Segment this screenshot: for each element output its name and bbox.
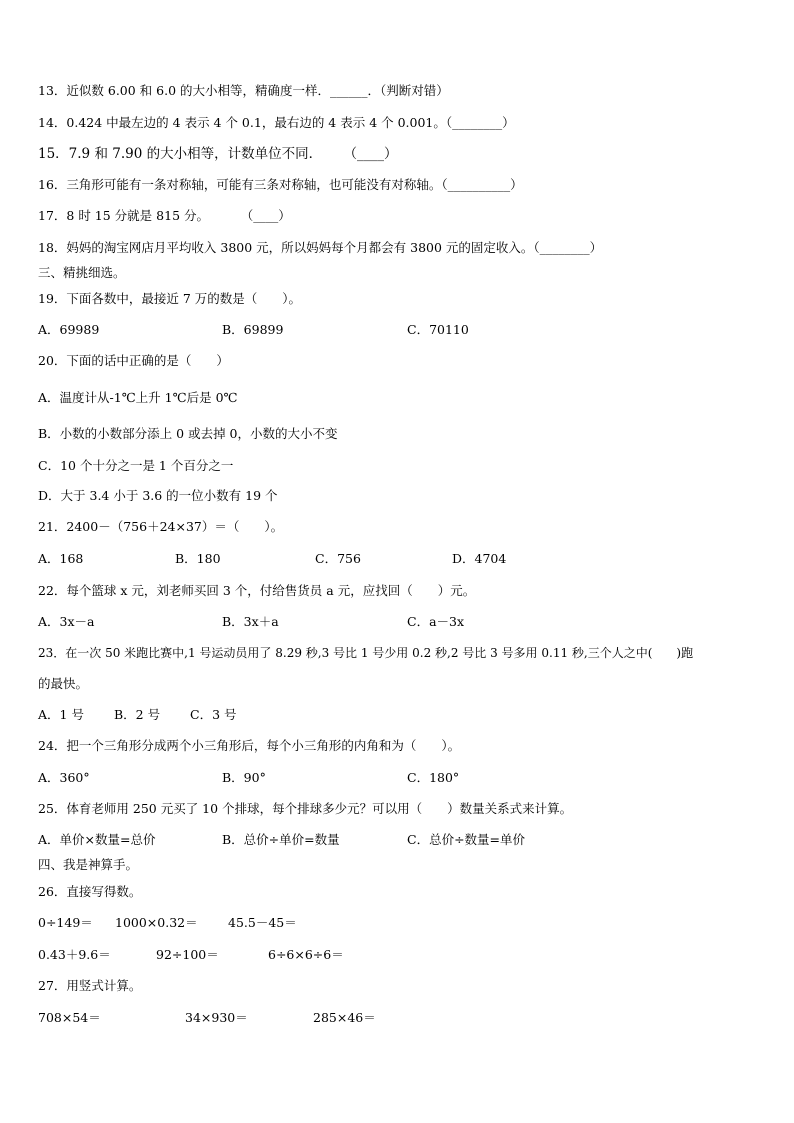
question-18: 18．妈妈的淘宝网店月平均收入 3800 元，所以妈妈每个月都会有 3800 元的固定收入。（________） bbox=[38, 240, 603, 255]
option-b: B．180 bbox=[175, 551, 221, 566]
calc-item: 1000×0.32＝ bbox=[115, 915, 198, 930]
option-a: A．1 号 bbox=[38, 707, 84, 722]
question-19-stem: 19．下面各数中，最接近 7 万的数是（ ）。 bbox=[38, 291, 302, 306]
question-20-option-b: B．小数的小数部分添上 0 或去掉 0，小数的大小不变 bbox=[38, 426, 338, 441]
calc-item: 34×930＝ bbox=[185, 1010, 248, 1025]
option-a: A．168 bbox=[38, 551, 84, 566]
calc-item: 6÷6×6÷6＝ bbox=[268, 947, 344, 962]
question-24-stem: 24．把一个三角形分成两个小三角形后，每个小三角形的内角和为（ ）。 bbox=[38, 738, 461, 753]
question-14: 14．0.424 中最左边的 4 表示 4 个 0.1，最右边的 4 表示 4 个 0.001。（________） bbox=[38, 115, 515, 130]
question-16: 16．三角形可能有一条对称轴，可能有三条对称轴，也可能没有对称轴。（__________） bbox=[38, 177, 523, 192]
question-27-row-1 bbox=[38, 1010, 376, 1090]
question-23-stem-line-1: 23．在一次 50 米跑比赛中,1 号运动员用了 8.29 秒,3 号比 1 号少用 0.2 秒,2 号比 3 号多用 0.11 秒,三个人之中( )跑 bbox=[38, 646, 694, 660]
option-c: C．总价÷数量=单价 bbox=[407, 832, 526, 847]
question-22-stem: 22．每个篮球 x 元，刘老师买回 3 个，付给售货员 a 元，应找回（ ）元。 bbox=[38, 583, 476, 598]
option-b: B．3x＋a bbox=[222, 614, 279, 629]
question-20-option-c: C．10 个十分之一是 1 个百分之一 bbox=[38, 458, 234, 473]
question-21-stem: 21．2400－（756＋24×37）＝（ ）。 bbox=[38, 519, 284, 534]
calc-item: 45.5－45＝ bbox=[228, 915, 297, 930]
option-b: B．2 号 bbox=[114, 707, 161, 722]
option-a: A．69989 bbox=[38, 322, 100, 337]
option-a: A．360° bbox=[38, 770, 90, 785]
option-c: C．180° bbox=[407, 770, 460, 785]
option-c: C．3 号 bbox=[190, 707, 237, 722]
question-27-stem: 27．用竖式计算。 bbox=[38, 978, 142, 993]
question-17: 17．8 时 15 分就是 815 分。 （____） bbox=[38, 208, 291, 223]
calc-item: 285×46＝ bbox=[313, 1010, 376, 1025]
question-20-option-d: D．大于 3.4 小于 3.6 的一位小数有 19 个 bbox=[38, 488, 278, 503]
section-3-title: 三、精挑细选。 bbox=[38, 265, 126, 280]
section-4-title: 四、我是神算手。 bbox=[38, 857, 139, 872]
calc-item: 0.43＋9.6＝ bbox=[38, 947, 111, 962]
calc-item: 92÷100＝ bbox=[156, 947, 219, 962]
option-c: C．a－3x bbox=[407, 614, 465, 629]
question-23-stem-line-2: 的最快。 bbox=[38, 676, 89, 691]
option-d: D．4704 bbox=[452, 551, 507, 566]
question-13: 13．近似数 6.00 和 6.0 的大小相等，精确度一样．______．（判断对错） bbox=[38, 83, 449, 98]
calc-item: 708×54＝ bbox=[38, 1010, 101, 1025]
option-b: B．总价÷单价=数量 bbox=[222, 832, 340, 847]
question-20-stem: 20．下面的话中正确的是（ ） bbox=[38, 353, 229, 368]
option-a: A．单价×数量=总价 bbox=[38, 832, 156, 847]
question-15: 15．7.9 和 7.90 的大小相等，计数单位不同． （____） bbox=[38, 146, 398, 162]
question-20-option-a: A．温度计从-1℃上升 1℃后是 0℃ bbox=[38, 390, 238, 405]
question-25-stem: 25．体育老师用 250 元买了 10 个排球，每个排球多少元？可以用（ ）数量关系式来计算。 bbox=[38, 801, 573, 816]
calc-item: 0÷149＝ bbox=[38, 915, 93, 930]
option-c: C．756 bbox=[315, 551, 361, 566]
question-26-stem: 26．直接写得数。 bbox=[38, 884, 142, 899]
option-a: A．3x－a bbox=[38, 614, 95, 629]
option-b: B．69899 bbox=[222, 322, 284, 337]
option-c: C．70110 bbox=[407, 322, 469, 337]
option-b: B．90° bbox=[222, 770, 266, 785]
